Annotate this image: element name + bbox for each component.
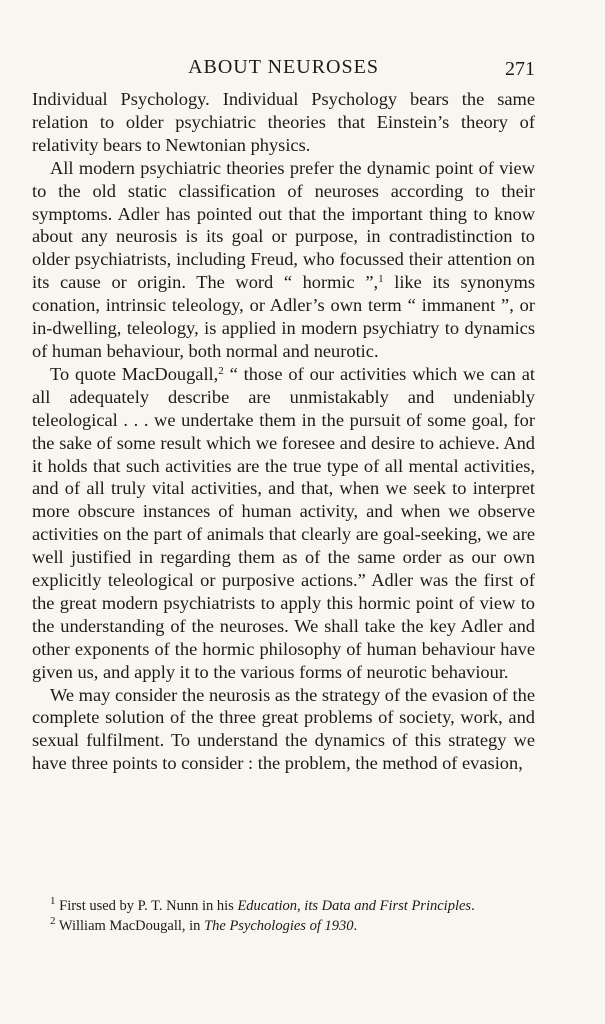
footnote-2 (32, 916, 535, 936)
body-text (32, 88, 535, 775)
paragraph-3-text-a: To quote MacDougall, (50, 363, 219, 384)
footnote-1-end: . (471, 898, 475, 914)
paragraph-3 (32, 363, 535, 684)
paragraph-4 (32, 684, 535, 776)
footnote-2-mark: 2 (50, 915, 56, 927)
paragraph-1 (32, 88, 535, 157)
footnotes (32, 896, 535, 936)
running-head: ABOUT NEUROSES (188, 56, 379, 78)
footnote-2-title: The Psychologies of 1930 (204, 918, 354, 934)
footnote-2-end: . (353, 918, 358, 934)
footnote-ref-1: 1 (378, 273, 384, 286)
paragraph-2-text-a: All modern psychiatric theories prefer the dynamic point of view to the old static classification of neuroses according to their symptoms. Adler has pointed out that the important thing to know about any neurosis is its goal or purpose, in contradistinction to older psychiatrists, including Freud, who focussed their attention on its cause or origin. The word “ hormic ”, (32, 157, 535, 293)
footnote-1-text: First used by P. T. Nunn in his (55, 898, 238, 914)
footnote-1-title: Education, its Data and First Principles (237, 898, 472, 914)
footnote-1-mark: 1 (50, 895, 56, 907)
footnote-1 (32, 896, 535, 916)
paragraph-3-text-b: “ those of our activities which we can at all adequately describe are unmistakably and undeniably teleological . . . we undertake them in the pursuit of some goal, for the sake of some result which we foresee and desire to achieve. And it holds that such activities are the true type of all mental activities, and of all truly vital activities, and that, when we seek to interpret more obscure instances of human activity, and when we observe activities on the part of animals that clearly are goal-seeking, we are well justified in regarding them as of the same order as our own explicitly teleological or purposive actions.” Adler was the first of the great modern psychiatrists to apply this hormic point of view to the understanding of the neuroses. We shall take the key Adler and other exponents of the hormic philosophy of human behaviour have given us, and apply it to the various forms of neurotic behaviour. (32, 363, 535, 682)
paragraph-1-text: Individual Psychology. Individual Psychology bears the same relation to older psychiatric theories that Einstein’s theory of relativity bears to Newtonian physics. (32, 89, 535, 155)
page-number: 271 (505, 58, 535, 80)
paragraph-4-text: We may consider the neurosis as the strategy of the evasion of the complete solution of the three great problems of society, work, and sexual fulfilment. To understand the dynamics of this strategy we have three points to consider : the problem, the method of evasion, (32, 684, 535, 774)
paragraph-2-text-b: like its synonyms conation, intrinsic teleology, or Adler’s own term “ immanent ”, or in-dwelling, teleology, is applied in modern psychiatry to dynamics of human behaviour, both normal and neurotic. (32, 272, 535, 361)
footnote-ref-2: 2 (218, 364, 224, 377)
page-header (32, 56, 535, 86)
footnote-2-text: William MacDougall, in (55, 918, 205, 934)
paragraph-2 (32, 157, 535, 363)
